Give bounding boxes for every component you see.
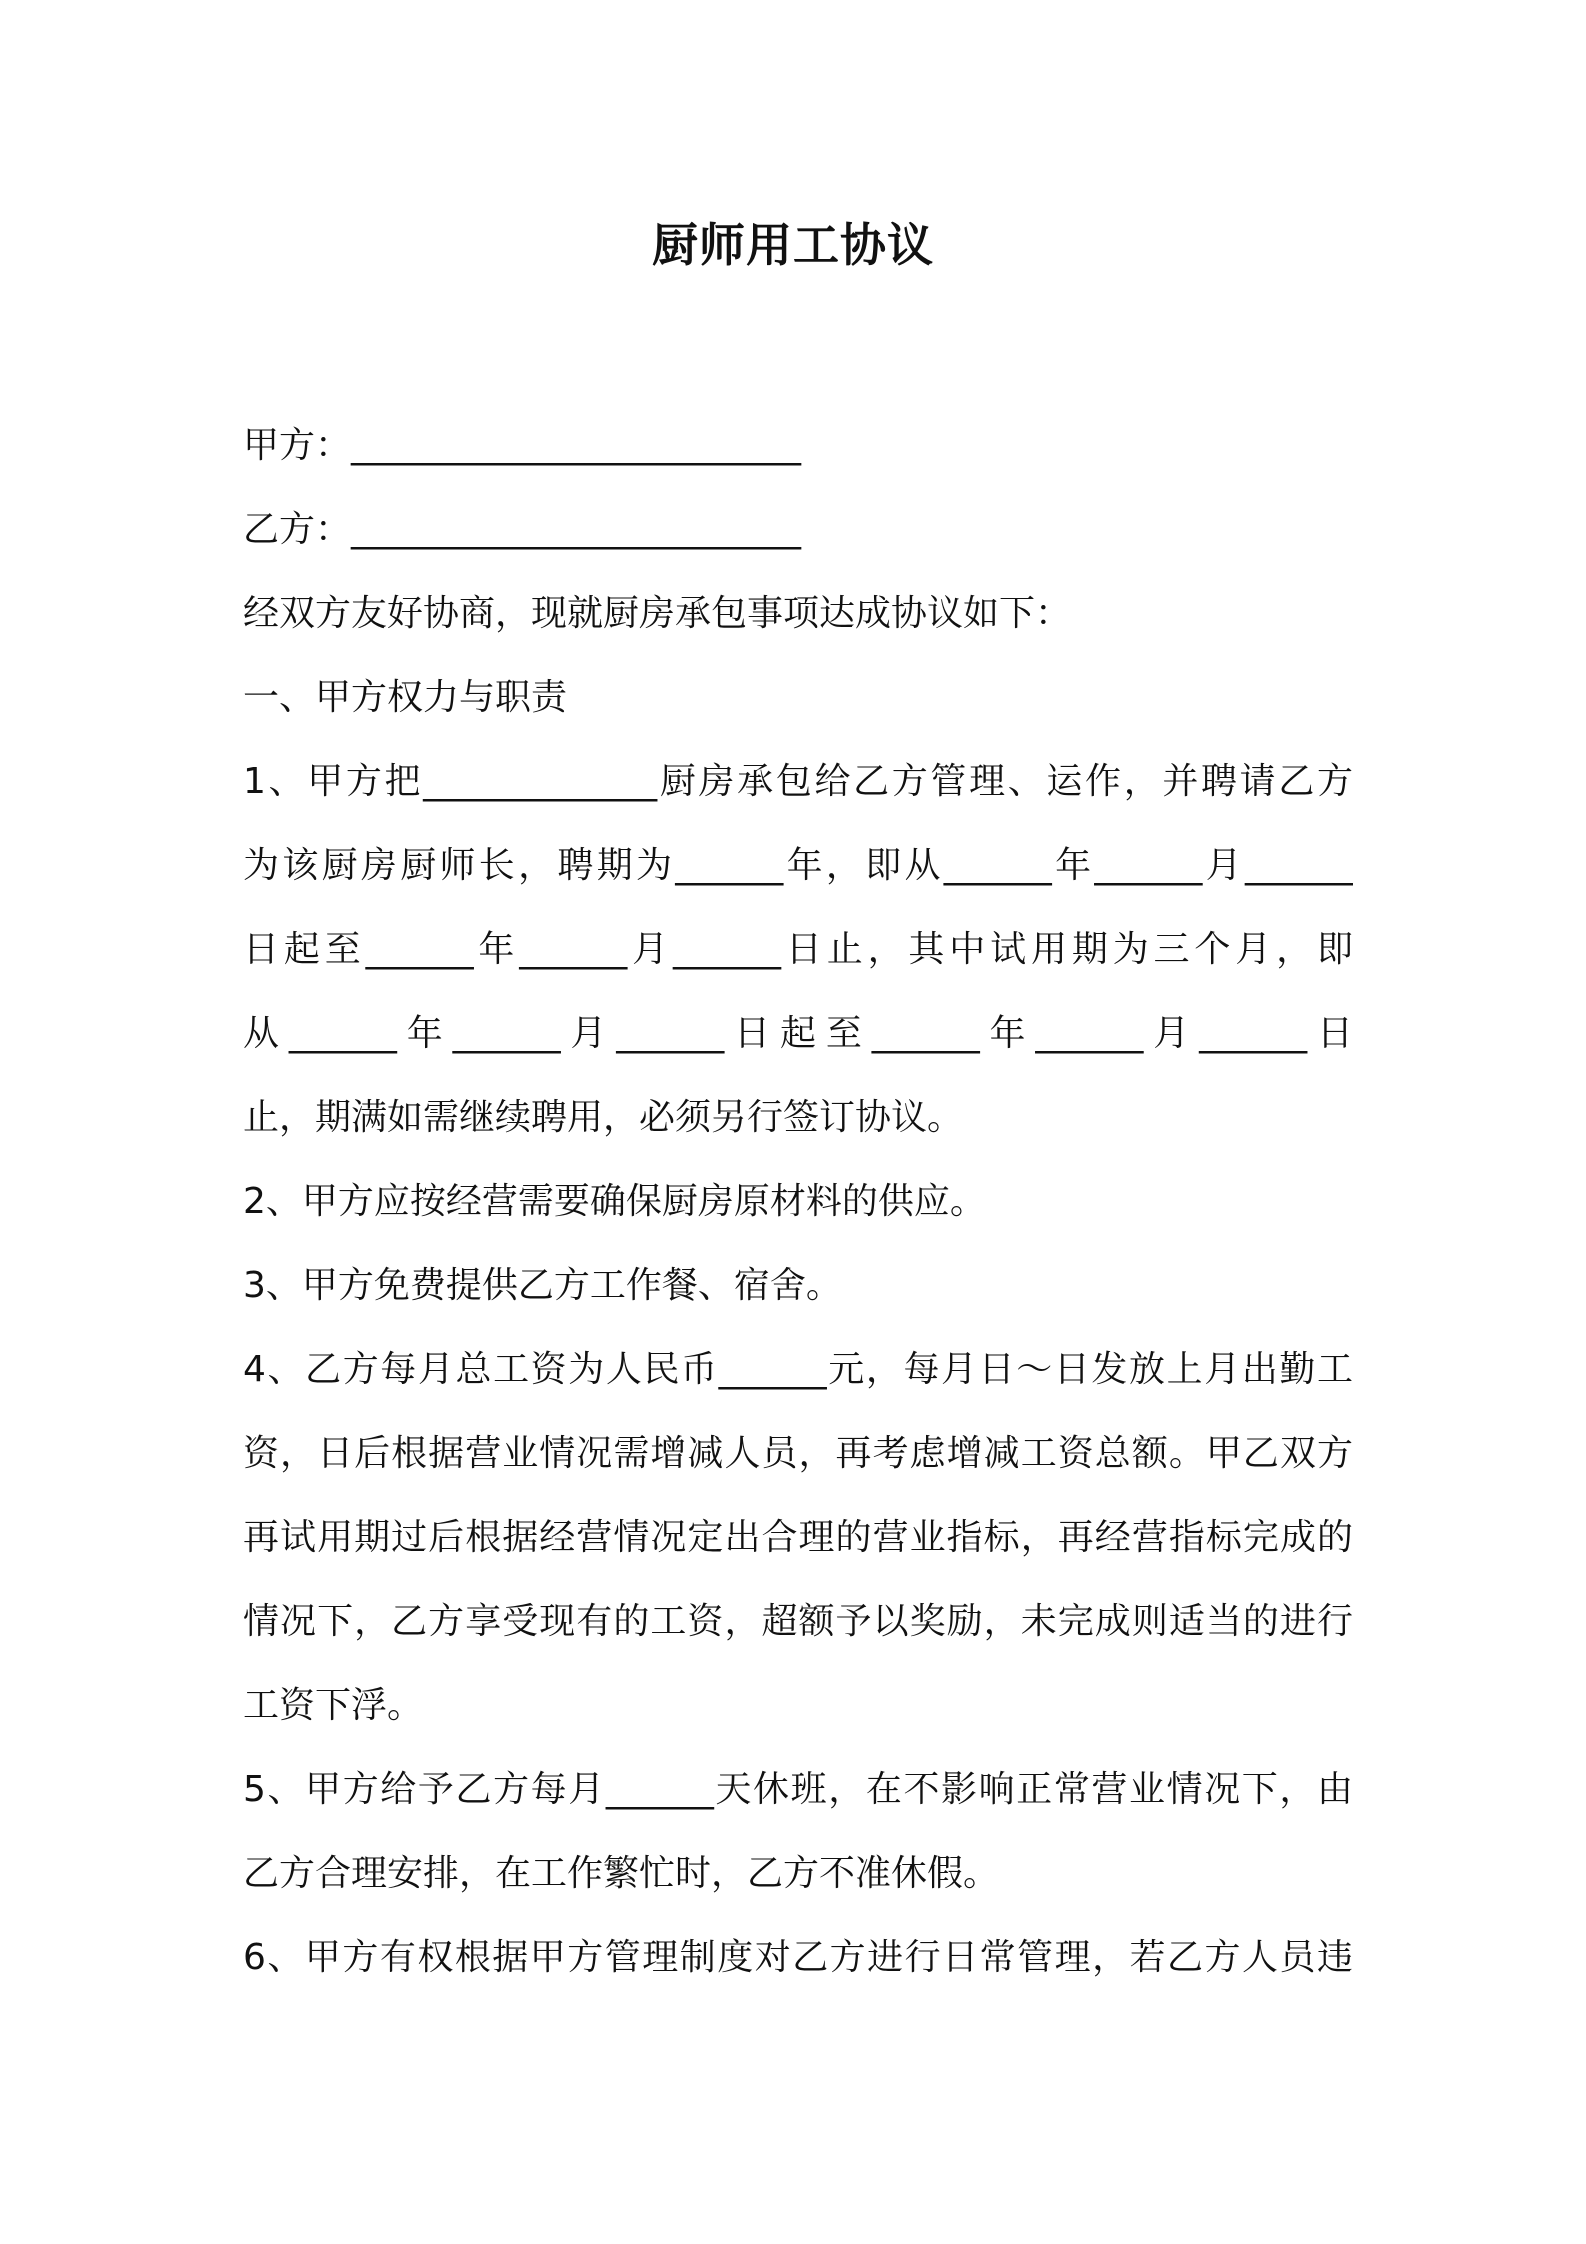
clause-1-line-5: 止，期满如需继续聘用，必须另行签订协议。: [243, 1097, 964, 1138]
clause-4-line-5: 工资下浮。: [243, 1685, 424, 1726]
clause-4-line-2: 资，日后根据营业情况需增减人员，再考虑增减工资总额。甲乙双方: [243, 1433, 1353, 1474]
clause-6-line-1: 6、甲方有权根据甲方管理制度对乙方进行日常管理，若乙方人员违: [243, 1937, 1353, 1978]
clause-1-line-4: 从______年______月______日起至______年______月______日: [243, 1013, 1353, 1054]
document-title: 厨师用工协议: [652, 218, 934, 272]
section-heading: 一、甲方权力与职责: [243, 677, 568, 718]
clause-1-line-3: 日起至______年______月______日止，其中试用期为三个月，即: [243, 929, 1353, 970]
document-body: [243, 404, 1353, 2000]
clause-3-line: 3、甲方免费提供乙方工作餐、宿舍。: [243, 1265, 842, 1306]
clause-4-line-3: 再试用期过后根据经营情况定出合理的营业指标，再经营指标完成的: [243, 1517, 1353, 1558]
party-a-line: 甲方：_________________________: [243, 425, 802, 466]
clause-4-line-1: 4、乙方每月总工资为人民币______元，每月日～日发放上月出勤工: [243, 1349, 1353, 1390]
clause-4-line-4: 情况下，乙方享受现有的工资，超额予以奖励，未完成则适当的进行: [243, 1601, 1353, 1642]
preamble-line: 经双方友好协商，现就厨房承包事项达成协议如下：: [243, 593, 1072, 634]
clause-1-line-2: 为该厨房厨师长，聘期为______年，即从______年______月______: [243, 845, 1353, 886]
party-b-line: 乙方：_________________________: [243, 509, 802, 550]
clause-1-line-1: 1、甲方把_____________厨房承包给乙方管理、运作，并聘请乙方: [243, 761, 1353, 802]
clause-5-line-2: 乙方合理安排，在工作繁忙时，乙方不准休假。: [243, 1853, 1000, 1894]
clause-5-line-1: 5、甲方给予乙方每月______天休班，在不影响正常营业情况下，由: [243, 1769, 1353, 1810]
clause-2-line: 2、甲方应按经营需要确保厨房原材料的供应。: [243, 1181, 986, 1222]
